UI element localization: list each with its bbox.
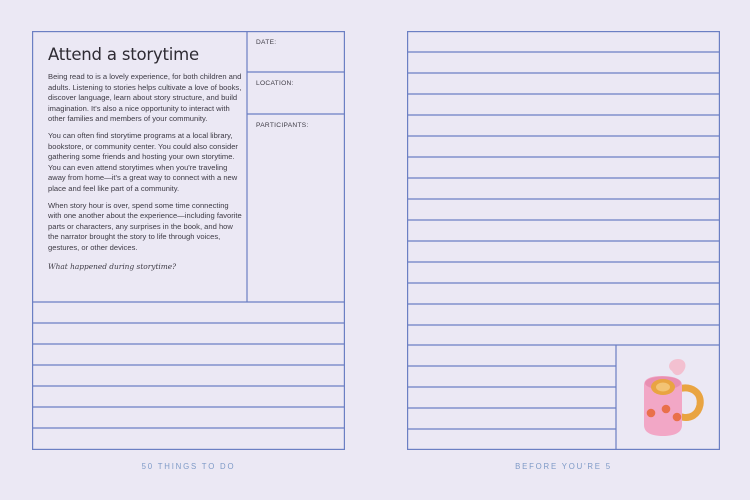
activity-text <box>48 45 244 278</box>
left-page <box>32 31 345 450</box>
right-page-footer: BEFORE YOU'RE 5 <box>515 462 612 471</box>
date-field-label: DATE: <box>256 39 277 46</box>
paragraph-after: When story hour is over, spend some time connecting with one another about the experience—including favorite parts or characters, any surprises in the book, and how the narrator brought the story to life through voices, gestures, or other devices. <box>48 200 242 252</box>
paragraph-where: You can often find storytime programs at a local library, bookstore, or community center. You could also consider gathering some friends and hosting your own storytime. You can even attend storytimes when you're traveling away from home—it's a great way to connect with a new place and feel like part of a community. <box>48 130 238 193</box>
activity-title: Attend a storytime <box>48 45 200 64</box>
paragraph-intro: Being read to is a lovely experience, for both children and adults. Listening to stories helps cultivate a love of books, discover language, learn about story structure, and build imagination. It's also a nice opportunity to interact with other families and members of your community. <box>48 72 242 124</box>
participants-field-label: PARTICIPANTS: <box>256 122 309 129</box>
steam-icon <box>669 359 685 375</box>
location-field-label: LOCATION: <box>256 80 294 87</box>
mug-dot-icon <box>647 409 656 418</box>
left-page-footer: 50 THINGS TO DO <box>141 462 236 471</box>
mug-icon <box>616 345 720 449</box>
mug-dot-icon <box>673 413 682 422</box>
mug-dot-icon <box>662 405 671 414</box>
writing-prompt: What happened during storytime? <box>48 261 177 271</box>
